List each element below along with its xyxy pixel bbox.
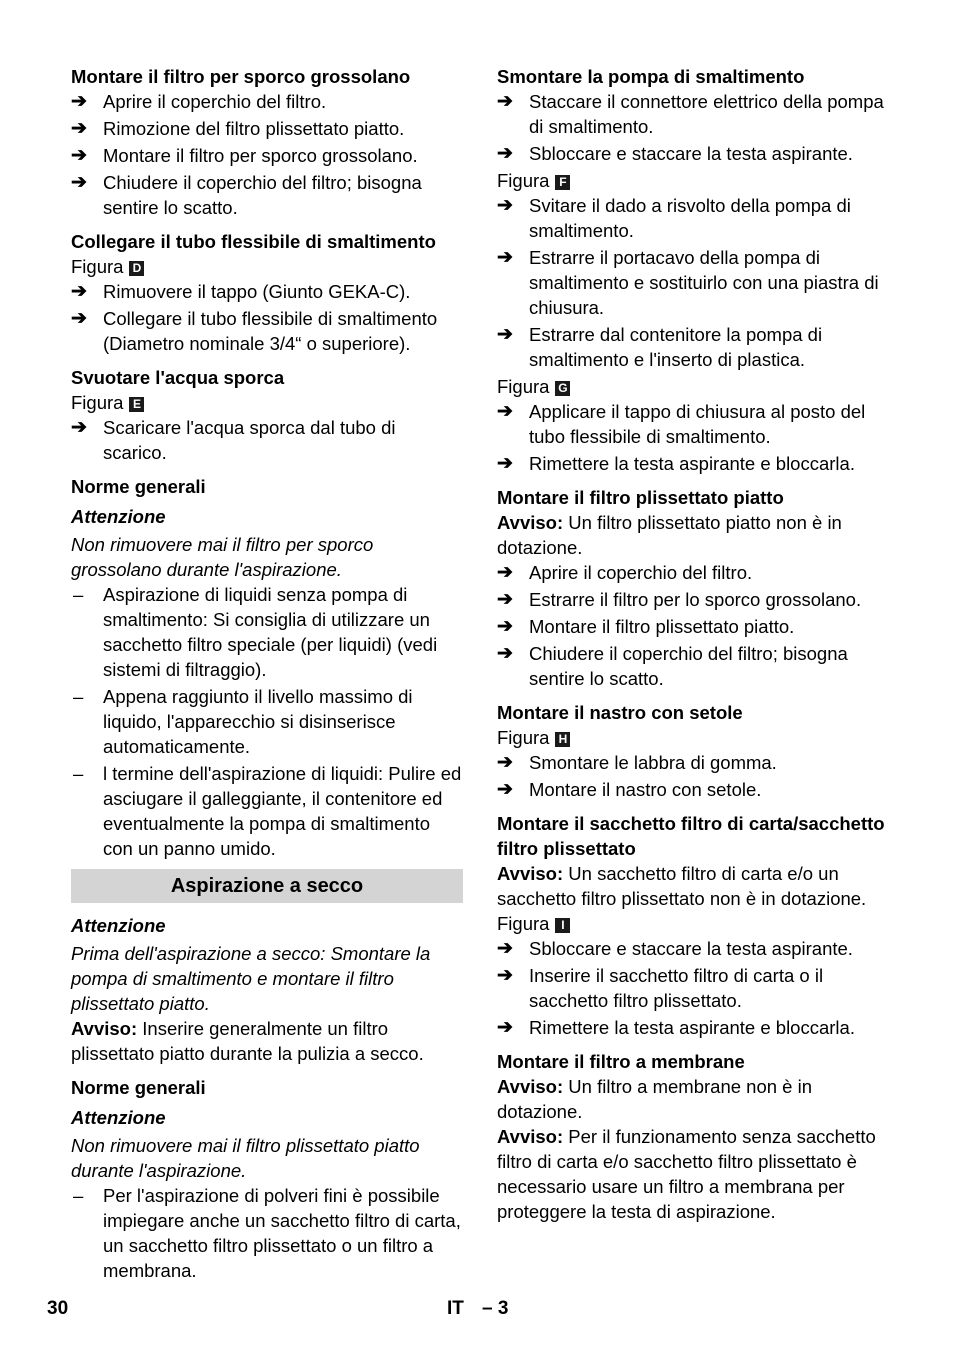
language-code: IT: [447, 1298, 464, 1319]
item-text: Svitare il dado a risvolto della pompa di smaltimento.: [529, 195, 851, 241]
arrow-icon: ➔: [71, 308, 87, 329]
instruction-step: [497, 245, 889, 320]
instruction-step: [497, 750, 889, 775]
figure-badge: G: [555, 381, 570, 396]
instruction-step: [497, 399, 889, 449]
arrow-icon: ➔: [497, 453, 513, 474]
instruction-step: [71, 170, 463, 220]
figure-reference: Figura G: [497, 374, 889, 399]
instruction-step: [497, 963, 889, 1013]
item-text: Estrarre il filtro per lo sporco grossolano.: [529, 589, 862, 610]
dash-item: [71, 761, 463, 861]
instruction-step: [497, 141, 889, 166]
item-text: Montare il filtro per sporco grossolano.: [103, 145, 418, 166]
item-text: Aprire il coperchio del filtro.: [529, 562, 753, 583]
page-number: 30: [47, 1298, 69, 1319]
figure-badge: E: [129, 397, 144, 412]
instruction-list: [497, 936, 889, 1040]
instruction-step: [497, 89, 889, 139]
arrow-icon: ➔: [497, 401, 513, 422]
arrow-icon: ➔: [497, 143, 513, 164]
item-text: Rimettere la testa aspirante e bloccarla.: [529, 1017, 855, 1038]
arrow-icon: ➔: [71, 417, 87, 438]
arrow-icon: ➔: [497, 965, 513, 986]
arrow-icon: ➔: [497, 752, 513, 773]
section-norme-generali-2: [71, 1075, 463, 1283]
dash-item: [71, 1183, 463, 1283]
warning-text: Prima dell'aspirazione a secco: Smontare la pompa di smaltimento e montare il filtro plissettato piatto.: [71, 943, 431, 1014]
item-text: Chiudere il coperchio del filtro; bisogna sentire lo scatto.: [529, 643, 848, 689]
arrow-icon: ➔: [497, 1017, 513, 1038]
dash-marker: –: [73, 584, 84, 605]
instruction-step: [497, 322, 889, 372]
arrow-icon: ➔: [497, 247, 513, 268]
section-montare-sacchetto: [497, 811, 889, 1040]
note-text: Avviso: Un sacchetto filtro di carta e/o un sacchetto filtro plissettato non è in dotazione.: [497, 863, 867, 909]
item-text: Sbloccare e staccare la testa aspirante.: [529, 938, 853, 959]
item-text: Estrarre il portacavo della pompa di smaltimento e sostituirlo con una piastra di chiusura.: [529, 247, 879, 318]
section-montare-filtro-plissettato: [497, 485, 889, 691]
warning-text: Non rimuovere mai il filtro plissettato piatto durante l'aspirazione.: [71, 1135, 420, 1181]
section-heading: Montare il filtro plissettato piatto: [497, 487, 784, 508]
instruction-step: [71, 143, 463, 168]
dash-marker: –: [73, 686, 84, 707]
section-collegare-tubo: [71, 229, 463, 356]
section-montare-filtro-membrane: [497, 1049, 889, 1224]
instruction-step: [71, 116, 463, 141]
figure-reference: Figura D: [71, 254, 463, 279]
left-column: [71, 64, 463, 1285]
item-text: Appena raggiunto il livello massimo di liquido, l'apparecchio si disinserisce automaticamente.: [103, 686, 413, 757]
attention-heading: Attenzione: [71, 506, 166, 527]
instruction-list: [71, 415, 463, 465]
attention-heading: Attenzione: [71, 1107, 166, 1128]
section-heading: Montare il nastro con setole: [497, 702, 743, 723]
section-heading: Norme generali: [71, 476, 206, 497]
figure-badge: D: [129, 261, 144, 276]
arrow-icon: ➔: [497, 562, 513, 583]
arrow-icon: ➔: [497, 643, 513, 664]
note-text: Avviso: Per il funzionamento senza sacchetto filtro di carta e/o sacchetto filtro plissettato è necessario usare un filtro a membrana per proteggere la testa di aspirazione.: [497, 1126, 876, 1222]
dash-marker: –: [73, 763, 84, 784]
arrow-icon: ➔: [497, 195, 513, 216]
section-heading: Svuotare l'acqua sporca: [71, 367, 285, 388]
section-page-number: – 3: [482, 1298, 509, 1319]
item-text: Applicare il tappo di chiusura al posto del tubo flessibile di smaltimento.: [529, 401, 866, 447]
instruction-list: [71, 89, 463, 220]
item-text: Chiudere il coperchio del filtro; bisogna sentire lo scatto.: [103, 172, 422, 218]
figure-reference: Figura F: [497, 168, 889, 193]
arrow-icon: ➔: [497, 938, 513, 959]
arrow-icon: ➔: [71, 281, 87, 302]
section-smontare-pompa: [497, 64, 889, 476]
instruction-list: [497, 560, 889, 691]
attention-heading: Attenzione: [71, 915, 166, 936]
note-text: Avviso: Un filtro a membrane non è in dotazione.: [497, 1076, 813, 1122]
section-aspirazione-secco: [71, 913, 463, 1066]
dash-list: [71, 582, 463, 861]
figure-reference: Figura H: [497, 725, 889, 750]
item-text: Per l'aspirazione di polveri fini è possibile impiegare anche un sacchetto filtro di carta, un sacchetto filtro plissettato o un filtro a membrana.: [103, 1185, 461, 1281]
instruction-list: [497, 750, 889, 802]
item-text: Aspirazione di liquidi senza pompa di smaltimento: Si consiglia di utilizzare un sacchetto filtro speciale (per liquidi) (vedi sistemi di filtraggio).: [103, 584, 438, 680]
arrow-icon: ➔: [497, 324, 513, 345]
section-heading: Smontare la pompa di smaltimento: [497, 66, 805, 87]
arrow-icon: ➔: [497, 616, 513, 637]
item-text: Aprire il coperchio del filtro.: [103, 91, 327, 112]
item-text: Collegare il tubo flessibile di smaltimento (Diametro nominale 3/4“ o superiore).: [103, 308, 438, 354]
item-text: Inserire il sacchetto filtro di carta o il sacchetto filtro plissettato.: [529, 965, 824, 1011]
section-svuotare-acqua: [71, 365, 463, 465]
item-text: Montare il filtro plissettato piatto.: [529, 616, 795, 637]
section-heading: Montare il filtro a membrane: [497, 1051, 745, 1072]
dash-item: [71, 582, 463, 682]
item-text: Scaricare l'acqua sporca dal tubo di scarico.: [103, 417, 396, 463]
note-text: Avviso: Un filtro plissettato piatto non è in dotazione.: [497, 512, 842, 558]
item-text: Rimozione del filtro plissettato piatto.: [103, 118, 405, 139]
instruction-step: [497, 936, 889, 961]
item-text: Montare il nastro con setole.: [529, 779, 762, 800]
instruction-step: [497, 451, 889, 476]
warning-text: Non rimuovere mai il filtro per sporco grossolano durante l'aspirazione.: [71, 534, 374, 580]
instruction-list: [497, 399, 889, 476]
item-text: l termine dell'aspirazione di liquidi: Pulire ed asciugare il galleggiante, il contenitore ed eventualmente la pompa di smaltimento con un panno umido.: [103, 763, 462, 859]
item-text: Rimettere la testa aspirante e bloccarla.: [529, 453, 855, 474]
instruction-step: [71, 306, 463, 356]
figure-badge: F: [555, 175, 570, 190]
instruction-step: [497, 1015, 889, 1040]
note-text: Avviso: Inserire generalmente un filtro plissettato piatto durante la pulizia a secco.: [71, 1018, 424, 1064]
arrow-icon: ➔: [497, 91, 513, 112]
instruction-list: [497, 193, 889, 372]
dash-list: [71, 1183, 463, 1283]
arrow-icon: ➔: [497, 779, 513, 800]
figure-badge: I: [555, 918, 570, 933]
right-column: [497, 64, 889, 1224]
section-heading: Norme generali: [71, 1077, 206, 1098]
section-montare-filtro-grossolano: [71, 64, 463, 220]
arrow-icon: ➔: [71, 118, 87, 139]
item-text: Estrarre dal contenitore la pompa di smaltimento e l'inserto di plastica.: [529, 324, 823, 370]
instruction-step: [497, 614, 889, 639]
dash-item: [71, 684, 463, 759]
section-heading: Montare il filtro per sporco grossolano: [71, 66, 411, 87]
figure-reference: Figura E: [71, 390, 463, 415]
section-norme-generali: [71, 474, 463, 861]
item-text: Rimuovere il tappo (Giunto GEKA-C).: [103, 281, 411, 302]
section-heading: Montare il sacchetto filtro di carta/sacchetto filtro plissettato: [497, 813, 885, 859]
instruction-step: [497, 641, 889, 691]
instruction-list: [71, 279, 463, 356]
arrow-icon: ➔: [497, 589, 513, 610]
figure-badge: H: [555, 732, 570, 747]
dash-marker: –: [73, 1185, 84, 1206]
figure-reference: Figura I: [497, 911, 889, 936]
instruction-list: [497, 89, 889, 166]
instruction-step: [497, 777, 889, 802]
section-montare-nastro-setole: [497, 700, 889, 802]
instruction-step: [497, 587, 889, 612]
instruction-step: [71, 89, 463, 114]
item-text: Staccare il connettore elettrico della pompa di smaltimento.: [529, 91, 884, 137]
instruction-step: [497, 560, 889, 585]
section-bar-aspirazione-secco: Aspirazione a secco: [71, 869, 463, 903]
item-text: Smontare le labbra di gomma.: [529, 752, 777, 773]
item-text: Sbloccare e staccare la testa aspirante.: [529, 143, 853, 164]
instruction-step: [497, 193, 889, 243]
section-heading: Collegare il tubo flessibile di smaltimento: [71, 231, 436, 252]
instruction-step: [71, 415, 463, 465]
arrow-icon: ➔: [71, 172, 87, 193]
arrow-icon: ➔: [71, 91, 87, 112]
instruction-step: [71, 279, 463, 304]
arrow-icon: ➔: [71, 145, 87, 166]
